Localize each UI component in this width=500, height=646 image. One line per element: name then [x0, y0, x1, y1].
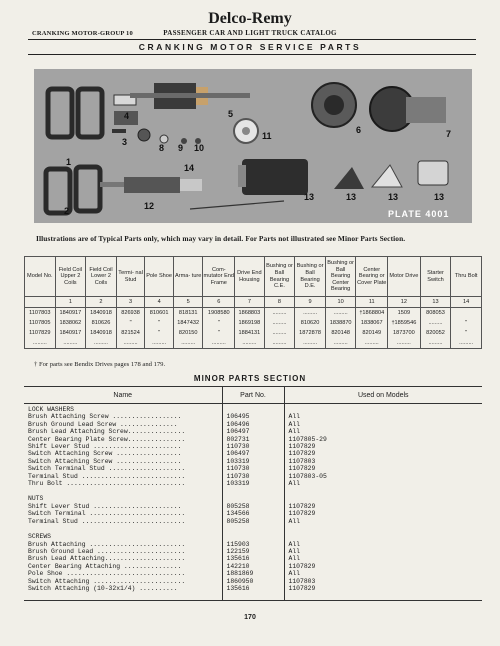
header-rule [28, 39, 476, 40]
table-cell: 1840918 [86, 328, 117, 338]
list-item [24, 555, 482, 562]
page-number: 170 [244, 614, 256, 621]
used-on-models: 1107829 [288, 465, 316, 473]
part-number: 103319 [222, 458, 284, 465]
empty-cell [284, 404, 482, 414]
minor-parts-title: MINOR PARTS SECTION [193, 374, 307, 383]
index-cell: 12 [388, 297, 421, 308]
table-cell: 1872878 [295, 328, 326, 338]
table-row [25, 338, 482, 349]
part-number: 805258 [222, 518, 284, 525]
used-on-models: 1107803 [288, 457, 316, 465]
part-name: Switch Attaching ........................ [28, 577, 186, 585]
table-cell: ......... [25, 338, 56, 349]
used-on-models: All [288, 555, 301, 563]
part-name: Switch Terminal Stud .................... [28, 465, 186, 473]
list-item [24, 436, 482, 443]
empty-cell [222, 404, 284, 414]
table-cell: ......... [325, 308, 356, 319]
table-row [25, 328, 482, 338]
illustration-caption: Illustrations are of Typical Parts only, which may vary in detail. For Parts not illustrated see Minor Parts Section. [36, 234, 406, 243]
col-header: Field Coil Upper 2 Coils [55, 257, 86, 297]
part-number: 1881869 [222, 570, 284, 577]
part-label-9: 9 [178, 143, 184, 153]
category-row [24, 531, 482, 540]
part-number: 110730 [222, 443, 284, 450]
index-cell: 1 [55, 297, 86, 308]
part-no-column-header: Part No. [222, 387, 284, 404]
table-cell: 820148 [325, 328, 356, 338]
part-name: Brush Ground Lead ....................... [28, 547, 186, 555]
part-label-2: 2 [64, 206, 70, 216]
part-number: 142210 [222, 563, 284, 570]
section-title: CRANKING MOTOR SERVICE PARTS [138, 42, 362, 52]
list-item [24, 413, 482, 420]
table-row [25, 308, 482, 319]
index-cell: 14 [451, 297, 482, 308]
part-number: 106497 [222, 450, 284, 457]
index-cell: 3 [116, 297, 145, 308]
table-cell: ......... [264, 338, 295, 349]
plate-number: PLATE 4001 [388, 209, 450, 219]
col-header: Starter Switch [420, 257, 451, 297]
index-cell: 6 [203, 297, 235, 308]
part-number: 134566 [222, 510, 284, 517]
list-item [24, 503, 482, 510]
index-cell [25, 297, 56, 308]
footnote: † For parts see Bendix Drives pages 178 and 179. [34, 361, 166, 368]
index-cell: 4 [145, 297, 174, 308]
part-name: Pole Shoe ............................... [28, 570, 186, 578]
minor-parts-table [24, 386, 482, 601]
table-cell: ......... [451, 338, 482, 349]
part-number: 805258 [222, 503, 284, 510]
col-header: Bushing or Ball Bearing D.E. [295, 257, 326, 297]
list-item [24, 443, 482, 450]
part-name: Brush Lead Attaching Screw............... [28, 428, 186, 436]
part-label-4: 4 [124, 111, 130, 121]
part-label-8: 8 [159, 143, 165, 153]
part-name: Switch Attaching Screw ................. [28, 450, 182, 458]
col-header: Thru Bolt [451, 257, 482, 297]
list-item [24, 563, 482, 570]
motor-drive-part [124, 177, 180, 193]
table-cell: 1107829 [25, 328, 56, 338]
table-cell: 1107805 [25, 318, 56, 328]
table-cell: ......... [356, 338, 388, 349]
section-rule [28, 54, 476, 55]
part-number: 106497 [222, 428, 284, 435]
table-cell: ......... [173, 338, 203, 349]
list-item [24, 428, 482, 435]
table-cell: 1509 [388, 308, 421, 319]
table-cell: 1840918 [86, 308, 117, 319]
table-bottom [24, 592, 482, 601]
part-name: Terminal Stud ........................... [28, 517, 186, 525]
index-cell: 9 [295, 297, 326, 308]
index-cell: 11 [356, 297, 388, 308]
used-on-models: All [288, 540, 301, 548]
table-index-row [25, 297, 482, 308]
table-cell: †1868804 [356, 308, 388, 319]
list-item [24, 510, 482, 517]
index-cell: 2 [86, 297, 117, 308]
table-cell: " [203, 318, 235, 328]
used-on-models: All [288, 420, 301, 428]
part-number: 1860950 [222, 578, 284, 585]
col-header: Model No. [25, 257, 56, 297]
empty-cell [222, 531, 284, 540]
used-on-models: 1107829 [288, 584, 316, 592]
used-on-models: All [288, 547, 301, 555]
part-name: Shift Lever Stud ....................... [28, 443, 182, 451]
index-cell: 5 [173, 297, 203, 308]
table-cell: 1884131 [235, 328, 265, 338]
part-name: Shift Lever Stud ....................... [28, 502, 182, 510]
part-label-14: 14 [184, 163, 195, 173]
table-cell: 1868803 [235, 308, 265, 319]
part-number: 110730 [222, 465, 284, 472]
table-cell: 820150 [173, 328, 203, 338]
part-label-6: 6 [356, 125, 362, 135]
table-cell: 820052 [420, 328, 451, 338]
col-header: Bushing or Ball Bearing Center Bearing [325, 257, 356, 297]
part-name: Brush Lead Attaching..................... [28, 555, 186, 563]
category-title: SCREWS [28, 533, 52, 541]
table-cell: 810620 [295, 318, 326, 328]
part-label-13c: 13 [388, 192, 399, 202]
index-cell: 8 [264, 297, 295, 308]
part-label-5: 5 [228, 109, 234, 119]
used-on-models: All [288, 428, 301, 436]
table-row [25, 318, 482, 328]
table-cell: ......... [264, 318, 295, 328]
frame-housing-part [242, 159, 308, 195]
table-cell: 820149 [356, 328, 388, 338]
table-cell: 1838870 [325, 318, 356, 328]
cranking-motor-parts-table [24, 256, 482, 349]
table-cell: ......... [86, 338, 117, 349]
table-cell: 808053 [420, 308, 451, 319]
parts-plate-photo [34, 69, 472, 223]
minor-parts-body [24, 404, 482, 601]
table-cell: " [116, 318, 145, 328]
index-cell: 7 [235, 297, 265, 308]
empty-cell [284, 592, 482, 601]
list-item [24, 541, 482, 548]
col-header: Motor Drive [388, 257, 421, 297]
list-item [24, 458, 482, 465]
table-cell: ......... [235, 338, 265, 349]
part-name: Switch Attaching (10-32x1/4) .......... [28, 584, 178, 592]
group-label: CRANKING MOTOR-GROUP 10 [32, 30, 133, 37]
col-header: Arma- ture [173, 257, 203, 297]
table-cell: 810601 [145, 308, 174, 319]
table-cell: ......... [420, 338, 451, 349]
category-title: LOCK WASHERS [28, 406, 75, 413]
table-cell: 1840917 [55, 328, 86, 338]
table-cell: †1859546 [388, 318, 421, 328]
used-on-models: 1107803 [288, 577, 316, 585]
empty-cell [24, 592, 222, 601]
list-item [24, 578, 482, 585]
col-header: Com- mutator End Frame [203, 257, 235, 297]
table-cell: 1107803 [25, 308, 56, 319]
brand-title: Delco-Remy [208, 10, 292, 27]
table-header-row [25, 257, 482, 297]
table-cell: " [145, 318, 174, 328]
part-name: Center Bearing Attaching ............... [28, 562, 182, 570]
table-cell: ......... [420, 318, 451, 328]
table-cell: " [451, 328, 482, 338]
table-cell: ......... [145, 338, 174, 349]
col-header: Bushing or Ball Bearing C.E. [264, 257, 295, 297]
used-on-models: 1107803-05 [288, 472, 327, 480]
table-cell: 1908580 [203, 308, 235, 319]
part-number: 103319 [222, 480, 284, 487]
table-cell: 826938 [116, 308, 145, 319]
part-name: Center Bearing Plate Screw............... [28, 435, 186, 443]
used-on-models: 1107829 [288, 443, 316, 451]
empty-cell [284, 493, 482, 502]
part-number: 110730 [222, 473, 284, 480]
index-cell: 10 [325, 297, 356, 308]
table-cell: ......... [295, 338, 326, 349]
col-header: Center Bearing or Cover Plate [356, 257, 388, 297]
used-on-models: All [288, 480, 301, 488]
table-cell: 1873700 [388, 328, 421, 338]
empty-cell [284, 531, 482, 540]
table-cell: ......... [116, 338, 145, 349]
list-item [24, 518, 482, 525]
table-cell: " [145, 328, 174, 338]
table-cell: ......... [203, 338, 235, 349]
part-name: Brush Attaching Screw .................. [28, 413, 182, 421]
part-label-3: 3 [122, 137, 128, 147]
col-header: Drive End Housing [235, 257, 265, 297]
part-name: Switch Terminal ......................... [28, 510, 186, 518]
category-title: NUTS [28, 495, 44, 503]
list-item [24, 450, 482, 457]
part-number: 802731 [222, 436, 284, 443]
table-cell: ......... [325, 338, 356, 349]
part-number: 106496 [222, 421, 284, 428]
part-label-13a: 13 [304, 192, 315, 202]
part-number: 106495 [222, 413, 284, 420]
list-item [24, 473, 482, 480]
table-cell: 1838062 [55, 318, 86, 328]
table-cell: ......... [55, 338, 86, 349]
part-label-13b: 13 [346, 192, 357, 202]
table-cell: ......... [295, 308, 326, 319]
empty-cell [222, 592, 284, 601]
table-cell: " [451, 318, 482, 328]
table-cell: ......... [264, 308, 295, 319]
list-item [24, 465, 482, 472]
used-on-models: 1107829 [288, 450, 316, 458]
used-on-models: 1107829 [288, 502, 316, 510]
used-on-models: 1107829 [288, 510, 316, 518]
part-label-10: 10 [194, 143, 205, 153]
table-body [25, 308, 482, 349]
list-item [24, 570, 482, 577]
used-on-models: All [288, 570, 301, 578]
used-on-models: 1107805-29 [288, 435, 327, 443]
part-number: 135616 [222, 585, 284, 592]
table-cell: ......... [264, 328, 295, 338]
part-name: Switch Attaching Screw ................. [28, 457, 182, 465]
category-row [24, 404, 482, 414]
used-on-models: All [288, 517, 301, 525]
list-item [24, 480, 482, 487]
part-number: 135616 [222, 555, 284, 562]
part-label-13d: 13 [434, 192, 445, 202]
index-cell: 13 [420, 297, 451, 308]
used-on-column-header: Used on Models [284, 387, 482, 404]
part-number: 115903 [222, 541, 284, 548]
table-cell: 818131 [173, 308, 203, 319]
part-name: Brush Ground Lead Screw ............... [28, 420, 178, 428]
used-on-models: All [288, 413, 301, 421]
catalog-subtitle: PASSENGER CAR AND LIGHT TRUCK CATALOG [163, 29, 337, 37]
empty-cell [222, 493, 284, 502]
part-label-11: 11 [262, 131, 272, 141]
table-cell: 1869198 [235, 318, 265, 328]
minor-header-row [24, 387, 482, 404]
list-item [24, 585, 482, 592]
part-label-1: 1 [66, 157, 72, 167]
parts-illustration [34, 69, 472, 223]
part-name: Brush Attaching ......................... [28, 540, 186, 548]
used-on-models: 1107829 [288, 562, 316, 570]
part-name: Thru Bolt ............................... [28, 480, 186, 488]
table-cell: ......... [388, 338, 421, 349]
part-label-7: 7 [446, 129, 452, 139]
category-row [24, 493, 482, 502]
part-number: 122159 [222, 548, 284, 555]
table-cell [451, 308, 482, 319]
part-label-12: 12 [144, 201, 155, 211]
table-cell: 1847432 [173, 318, 203, 328]
table-cell: 1840917 [55, 308, 86, 319]
table-cell: 821524 [116, 328, 145, 338]
col-header: Field Coil Lower 2 Coils [86, 257, 117, 297]
part-name: Terminal Stud ........................... [28, 472, 186, 480]
table-cell: " [203, 328, 235, 338]
col-header: Termi- nal Stud [116, 257, 145, 297]
table-cell: 810626 [86, 318, 117, 328]
list-item [24, 548, 482, 555]
col-header: Pole Shoe [145, 257, 174, 297]
name-column-header: Name [24, 387, 222, 404]
table-cell: 1838067 [356, 318, 388, 328]
list-item [24, 421, 482, 428]
